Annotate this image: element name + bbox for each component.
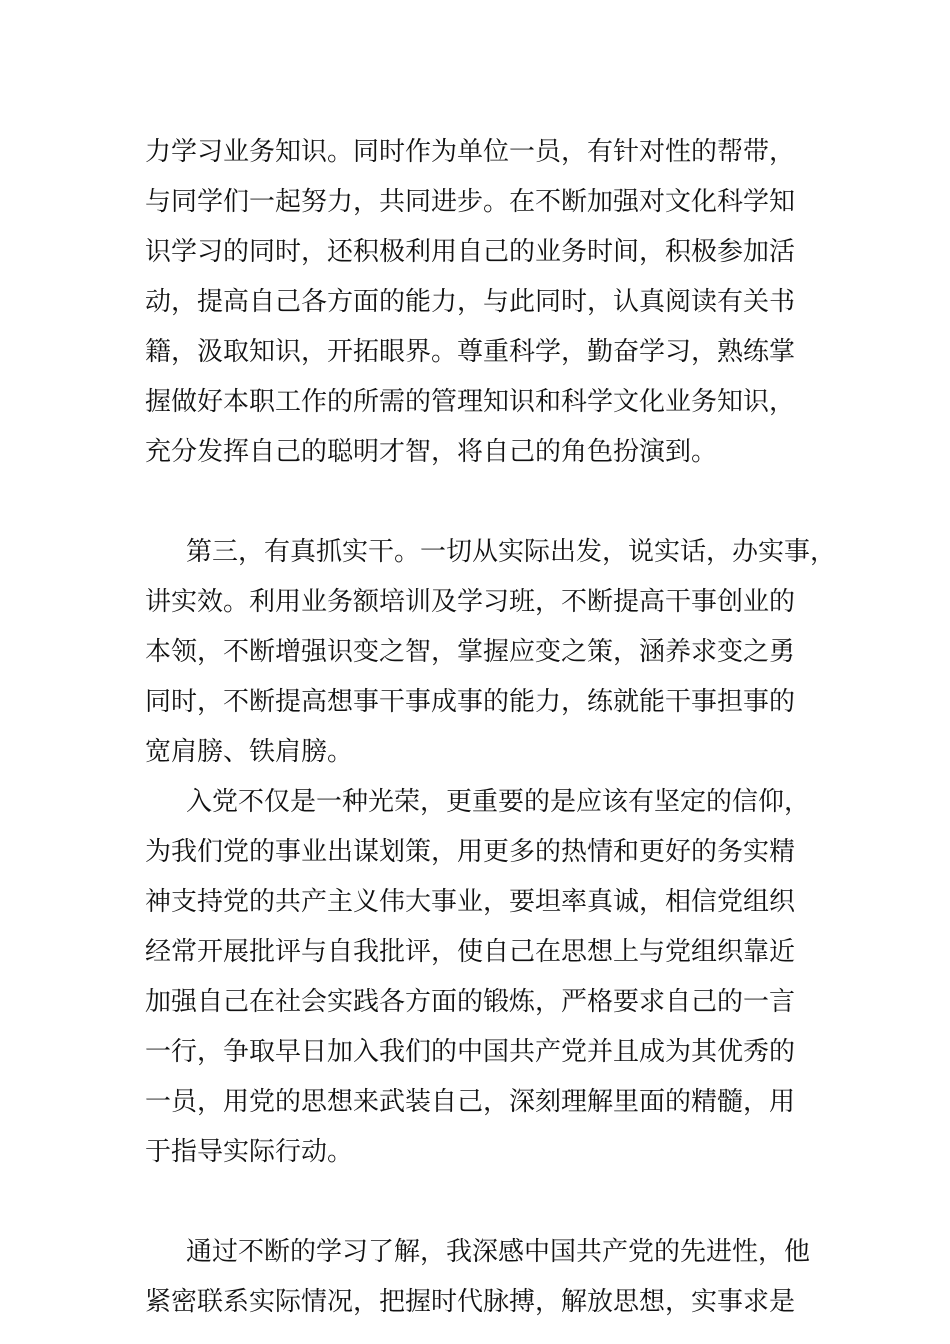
text-line: 同时，不断提高想事干事成事的能力，练就能干事担事的 [145,687,796,717]
text-line: 宽肩膀、铁肩膀。 [145,737,354,767]
paragraph-start-line: 入党不仅是一种光荣，更重要的是应该有坚定的信仰， [186,787,811,817]
text-line: 动，提高自己各方面的能力，与此同时，认真阅读有关书 [145,287,796,317]
text-line: 本领，不断增强识变之智，掌握应变之策，涵养求变之勇 [145,637,796,667]
text-line: 为我们党的事业出谋划策，用更多的热情和更好的务实精 [145,837,796,867]
paragraph-start-line: 通过不断的学习了解，我深感中国共产党的先进性，他 [186,1237,811,1267]
text-line: 加强自己在社会实践各方面的锻炼，严格要求自己的一言 [145,987,796,1017]
text-line: 力学习业务知识。同时作为单位一员，有针对性的帮带， [145,137,796,167]
text-line: 籍，汲取知识，开拓眼界。尊重科学，勤奋学习，熟练掌 [145,337,796,367]
text-line: 讲实效。利用业务额培训及学习班，不断提高干事创业的 [145,587,796,617]
text-line: 一行，争取早日加入我们的中国共产党并且成为其优秀的 [145,1037,796,1067]
text-line: 紧密联系实际情况，把握时代脉搏，解放思想，实事求是 [145,1287,796,1317]
text-line: 经常开展批评与自我批评，使自己在思想上与党组织靠近 [145,937,796,967]
text-line: 充分发挥自己的聪明才智，将自己的角色扮演到。 [145,437,718,467]
text-line: 神支持党的共产主义伟大事业，要坦率真诚，相信党组织 [145,887,796,917]
text-line: 一员，用党的思想来武装自己，深刻理解里面的精髓，用 [145,1087,796,1117]
text-line: 于指导实际行动。 [145,1137,354,1167]
paragraph-start-line: 第三，有真抓实干。一切从实际出发，说实话，办实事， [186,537,837,567]
text-line: 握做好本职工作的所需的管理知识和科学文化业务知识， [145,387,796,417]
text-line: 识学习的同时，还积极利用自己的业务时间，积极参加活 [145,237,796,267]
text-line: 与同学们一起努力，共同进步。在不断加强对文化科学知 [145,187,796,217]
